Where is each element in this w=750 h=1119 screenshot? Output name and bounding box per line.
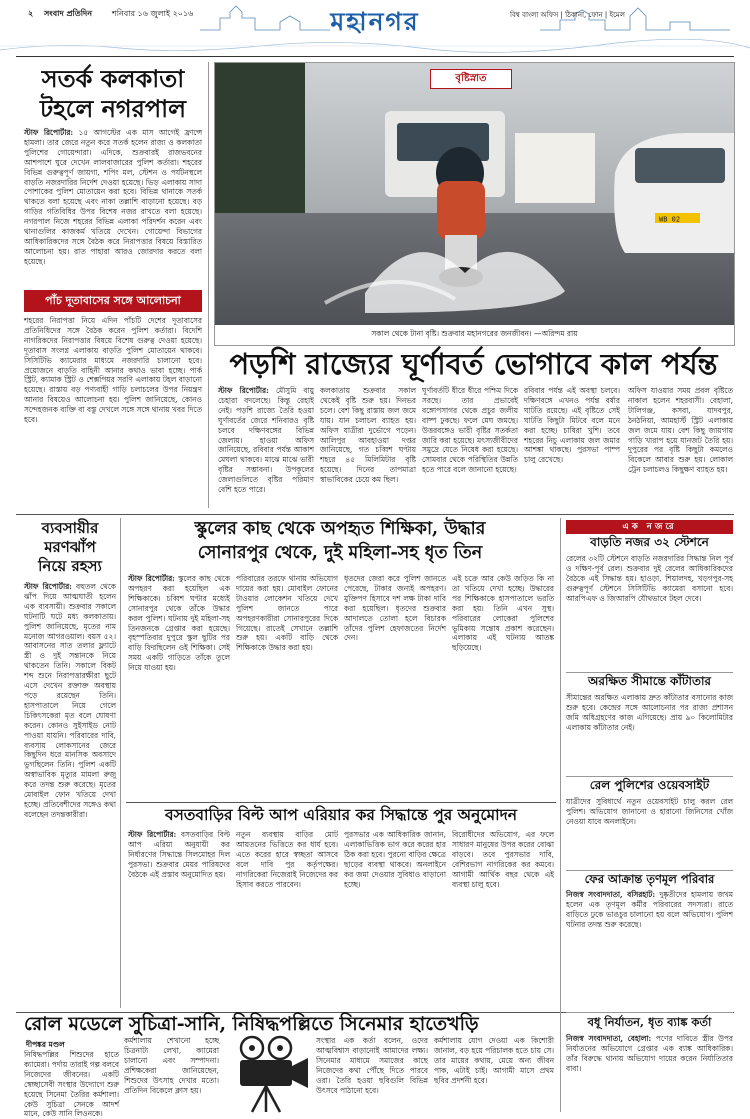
box-rule <box>566 776 733 777</box>
story-text: মৌসুমি বায়ু চেহারা বদলেছে। কিন্তু রেহাই নেই। পড়শি রাজ্যে তৈরি হওয়া ঘূর্ণাবর্তের জেরে শনিবারও বৃষ্টি চলবে দক্ষিণবঙ্গের বিভিন্ন জেলায়। হাওয়া অফিস জানিয়েছে, রবিবার পর্যন্ত আকাশ মেঘলা থাকবে। মাঝে মাঝে ভারী বৃষ্টির সম্ভাবনা। উপকূলের জেলাগুলিতে বৃষ্টির পরিমাণ বেশি হতে পারে। <box>218 386 314 495</box>
masthead-sketch-band <box>0 36 750 52</box>
section-rule <box>126 802 556 803</box>
tax-col-3: পুরসভার এক আধিকারিক জানান, এলাকাভিত্তিক ভাগ করে করের হার ঠিক করা হবে। পুরনো বাড়ির ক্ষেত্রে ছাড়ের ব্যবস্থা থাকবে। অনলাইনে কর জমা দেওয়ার সুবিধাও বাড়ানো হচ্ছে। <box>344 830 446 889</box>
border-fence-headline: অরক্ষিত সীমান্তে কাঁটাতার <box>587 674 712 688</box>
kidnap-headline-2: সোনারপুর থেকে, দুই মহিলা-সহ ধৃত তিন <box>197 543 483 563</box>
bank-official-headline: বধূ নির্যাতন, ধৃত ব্যাঙ্ক কর্তা <box>587 1015 712 1029</box>
plate-text: WB 02 <box>659 215 681 224</box>
section-title-box <box>323 6 427 38</box>
caption-text: সকাল থেকে টানা বৃষ্টি। শুক্রবার মহানগরের জনজীবন। <box>371 329 532 338</box>
cyclone-headline: পড়শি রাজ্যের ঘূর্ণাবর্ত ভোগাবে কাল পর্যন্ত <box>229 347 718 381</box>
section-rule <box>16 514 734 515</box>
story-text: বহুতল থেকে ঝাঁপ দিয়ে আত্মঘাতী হলেন এক ব্যবসায়ী। শুক্রবার সকালে ঘটনাটি ঘটে মধ্য কলকাতায়। পুলিশ জানিয়েছে, মৃতের নাম মনোজ আগরওয়াল। বয়স ৫২। আবাসনের সাত তলার ফ্ল্যাটে স্ত্রী ও দুই সন্তানকে নিয়ে থাকতেন তিনি। সকালে বিকট শব্দ শুনে নিরাপত্তারক্ষীরা ছুটে এসে দেখেন রক্তাক্ত অবস্থায় পড়ে রয়েছেন তিনি। হাসপাতালে নিয়ে গেলে চিকিৎসকেরা মৃত বলে ঘোষণা করেন। কোনও সুইসাইড নোট পাওয়া যায়নি। পরিবারের দাবি, ব্যবসায় লোকসানের জেরে কিছুদিন ধরে মানসিক অবসাদে ভুগছিলেন তিনি। পুলিশ একটি অস্বাভাবিক মৃত্যুর মামলা রুজু করে তদন্ত শুরু করেছে। মৃতের মোবাইল ফোন খতিয়ে দেখা হচ্ছে। প্রতিবেশীদের সঙ্গেও কথা বলেছেন তদন্তকারীরা। <box>24 582 116 819</box>
cinema-col-2: কর্মশালায় শেখানো হচ্ছে চিত্রনাট্য লেখা, ক্যামেরা চালানো এবং সম্পাদনা। প্রশিক্ষকেরা জানিয়েছেন, শিশুদের উৎসাহ দেখার মতো। প্রতিদিন বিকেলে ক্লাস হয়। <box>124 1036 219 1095</box>
byline: স্টাফ রিপোর্টার: <box>128 830 177 839</box>
story-text: বসতবাড়ির বিল্ট আপ এরিয়া অনুযায়ী কর নির্ধারণের সিদ্ধান্তে সিলমোহর দিল পুরসভা। শুক্রবার মেয়র পারিষদের বৈঠকে এই প্রস্তাব অনুমোদিত হয়। <box>128 830 230 879</box>
tax-col-2: নতুন ব্যবস্থায় বাড়ির মোট আয়তনের ভিত্তিতে কর ধার্য হবে। এতে করের হারে স্বচ্ছতা আসবে বলে দাবি পুর কর্তৃপক্ষের। নাগরিকেরা নিজেরাই নিজেদের কর হিসাব করতে পারবেন। <box>236 830 338 889</box>
box-rule <box>566 1012 733 1013</box>
rail-stations-body: রেলের ৩২টি স্টেশনে বাড়তি নজরদারির সিদ্ধান্ত নিল পূর্ব ও দক্ষিণ-পূর্ব রেল। শুক্রবার দুই রেলের আধিকারিকদের বৈঠকে এই সিদ্ধান্ত হয়। হাওড়া, শিয়ালদহ, খড়গপুর-সহ গুরুত্বপূর্ণ স্টেশনে সিসিটিভি ক্যামেরা বসানো হবে। আরপিএফ ও জিআরপি যৌথভাবে টহল দেবে। <box>566 554 733 603</box>
cyclone-col-2: কলকাতায় শুক্রবার সকাল থেকেই বৃষ্টি শুরু হয়। দিনভর চলে। বেশ কিছু রাস্তায় জল জমে যায়। যান চলাচল ব্যাহত হয়। অফিস যাত্রীরা দুর্ভোগে পড়েন। আলিপুর আবহাওয়া দপ্তর জানিয়েছে, গত চব্বিশ ঘণ্টায় শহরে ৪৫ মিলিমিটার বৃষ্টি হয়েছে। দিনের তাপমাত্রা স্বাভাবিকের চেয়ে কম ছিল। <box>320 386 416 485</box>
ek-najare-bar <box>566 520 733 534</box>
byline: স্টাফ রিপোর্টার: <box>128 574 175 583</box>
rain-street-photo <box>215 63 734 325</box>
story-text: দুষ্কৃতীদের হামলায় জখম হলেন এক তৃণমূল কর্মীর পরিবারের সদস্যরা। রাতে বাড়িতে ঢুকে ভাঙচুর চালানো হয় বলে অভিযোগ। পুলিশ ঘটনার তদন্ত শুরু করেছে। <box>566 890 733 929</box>
photo-caption <box>215 329 734 341</box>
embassy-subhead: পাঁচ দূতাবাসের সঙ্গে আলোচনা <box>24 290 202 312</box>
rain-side-column: অফিস যাওয়ার সময় প্রবল বৃষ্টিতে নাকাল হলেন শহরবাসী। বেহালা, টালিগঞ্জ, কসবা, যাদবপুর, ঠনঠনিয়া, আমহার্স্ট স্ট্রিট এলাকায় জল জমে যায়। বেশ কিছু জায়গায় গাড়ি খারাপ হয়ে যানজট তৈরি হয়। দুপুরের পর বৃষ্টি কিছুটা কমলেও বিকেলে আবার শুরু হয়। লোকাল ট্রেন চলাচলও কিছুক্ষণ ব্যাহত হয়। <box>628 386 733 475</box>
lead-left-body <box>24 128 202 288</box>
byline: নিজস্ব সংবাদদাতা, বেহালা: <box>566 1034 652 1043</box>
film-camera-illustration <box>222 1034 312 1112</box>
tax-col-4: বিরোধীদের অভিযোগ, এর ফলে সাধারণ মানুষের উপর করের বোঝা বাড়বে। তবে পুরসভার দাবি, বেশিরভাগ নাগরিকের কর কমবে। আগামী আর্থিক বছর থেকে এই ব্যবস্থা চালু হবে। <box>452 830 554 889</box>
masthead-right-text: বিশ্ব বাংলা অফিস | ঠিকানা, ফোন | ইমেল <box>510 11 626 19</box>
photo-tag: বৃষ্টিস্নাত <box>430 69 512 89</box>
page-number: ২ <box>28 9 34 18</box>
kidnap-headline-1: স্কুলের কাছ থেকে অপহৃত শিক্ষিকা, উদ্ধার <box>194 519 486 539</box>
tax-col-1 <box>128 830 230 1006</box>
cinema-col-1: নিষিদ্ধপল্লির শিশুদের হাতে ক্যামেরা। পর্দায় তারাই গল্প বলবে নিজেদের জীবনের। একটি স্বেচ্ছাসেবী সংস্থার উদ্যোগে শুরু হয়েছে সিনেমা তৈরির কর্মশালা। কেউ সুচিত্রা সেনকে আদর্শ মানে, কেউ সানি লিওনকে। <box>24 1050 119 1119</box>
section-title: মহানগর <box>330 7 420 36</box>
box-rule <box>566 870 733 871</box>
tmc-attack-body <box>566 890 733 958</box>
businessman-headline-3: নিয়ে রহস্য <box>38 557 102 575</box>
story-text: স্কুলের কাছ থেকে অপহরণ করা হয়েছিল এক শিক্ষিকাকে। চব্বিশ ঘণ্টার মধ্যেই সোনারপুর থেকে তাঁকে উদ্ধার করল পুলিশ। ঘটনায় দুই মহিলা-সহ তিনজনকে গ্রেপ্তার করা হয়েছে। বৃহস্পতিবার দুপুরে স্কুল ছুটির পর বাড়ি ফিরছিলেন ওই শিক্ষিকা। সেই সময় একটি গাড়িতে তাঁকে তুলে নিয়ে যাওয়া হয়। <box>128 574 230 673</box>
embassy-body: শহরের নিরাপত্তা নিয়ে এদিন পাঁচটি দেশের দূতাবাসের প্রতিনিধিদের সঙ্গে বৈঠক করেন পুলিশ কর্তারা। বিদেশি নাগরিকদের নিরাপত্তার বিষয়ে বিশেষ গুরুত্ব দেওয়া হয়েছে। দূতাবাস সংলগ্ন এলাকায় বাড়তি পুলিশ মোতায়েন থাকবে। সিসিটিভি ক্যামেরার মাধ্যমে নজরদারি চালানো হবে। প্রয়োজনে বাড়তি বাহিনী আনার কথাও ভাবা হচ্ছে। পার্ক স্ট্রিট, ক্যামাক স্ট্রিট ও শেক্সপিয়র সরণি এলাকায় টহল বাড়ানো হয়েছে। রাস্তায় বড় পণ্যবাহী গাড়ি চলাচলের উপর নিয়ন্ত্রণ আনার বিষয়েও আলোচনা হয়। পুলিশ জানিয়েছে, কোনও সন্দেহজনক ব্যক্তি বা বস্তু দেখলে সঙ্গে সঙ্গে থানায় খবর দিতে হবে। <box>24 316 202 425</box>
lead-left-headline-1: সতর্ক কলকাতা <box>41 64 185 93</box>
bank-official-body <box>566 1034 733 1112</box>
column-rule <box>560 870 561 1112</box>
story-text: ১৫ আগস্টের এক মাস আগেই ফ্রান্সে হামলা। তার জেরে নতুন করে সতর্ক হলেন রাজ্য ও কলকাতা পুলিশের গোয়েন্দারা। এদিকে, শুক্রবারই রাজভবনের আশপাশে ঘুরে দেখেন লালবাজারের পুলিশ কর্তারা। শহরের বিভিন্ন গুরুত্বপূর্ণ জায়গা, শপিং মল, স্টেশন ও পর্যটনস্থলে বাড়তি নজরদারির নির্দেশ দেওয়া হয়েছে। ভিড় এলাকায় সাদা পোশাকের পুলিশ মোতায়েন করা হবে। বিভিন্ন থানাকে সতর্ক থাকতে বলা হয়েছে এবং নাকা তল্লাশি বাড়ানো হয়েছে। বড় গাড়ির গতিবিধির উপর বিশেষ নজর রাখতে বলা হয়েছে। নগরপাল নিজে শহরের বিভিন্ন এলাকা পরিদর্শন করেন এবং থানাগুলির কাজকর্ম খতিয়ে দেখেন। গোয়েন্দা বিভাগের আধিকারিকদের সঙ্গে বৈঠক করে নিরাপত্তার বিষয়ে বিস্তারিত আলোচনা হয়। রাত পাহারা আরও জোরদার করতে বলা হয়েছে। <box>24 128 203 266</box>
kidnap-col-1 <box>128 574 230 798</box>
cyclone-col-1 <box>218 386 314 512</box>
businessman-headline-2: মরণঝাঁপ <box>44 538 96 556</box>
box-rule <box>566 672 733 673</box>
byline: স্টাফ রিপোর্টার: <box>24 582 72 591</box>
cinema-col-3: সংস্থার এক কর্তা বলেন, ওদের আত্মবিশ্বাস বাড়ানোই আমাদের লক্ষ্য। সিনেমার মাধ্যমে সমাজের কাছে নিজেদের কথা পৌঁছে দিতে পারবে ওরা। তৈরি হওয়া ছবিগুলি বিভিন্ন উৎসবে পাঠানো হবে। <box>316 1036 428 1095</box>
kidnap-col-4: এই চক্রে আর কেউ জড়িত কি না তা খতিয়ে দেখা হচ্ছে। উদ্ধারের পর শিক্ষিকাকে হাসপাতালে ভরতি করা হয়। তিনি এখন সুস্থ। পরিবারের লোকেরা পুলিশের ভূমিকায় সন্তোষ প্রকাশ করেছেন। এলাকায় এই ঘটনায় আতঙ্ক ছড়িয়েছে। <box>452 574 554 653</box>
ek-najare-label: এক নজরে <box>622 522 677 532</box>
photo-feature <box>214 62 735 346</box>
cyclone-col-4: রবিবার পর্যন্ত এই অবস্থা চলবে। দক্ষিণবঙ্গে এখনও পর্যন্ত বর্ষার ঘাটতি রয়েছে। এই বৃষ্টিতে সেই ঘাটতি কিছুটা মিটবে বলে মনে করা হচ্ছে। চাষিরা খুশি। তবে শহরের নিচু এলাকায় জল জমার আশঙ্কা থাকছে। পুরসভা পাম্প চালু রেখেছে। <box>524 386 620 465</box>
cinema-byline: দীপঙ্কর মণ্ডল <box>26 1040 65 1049</box>
byline: নিজস্ব সংবাদদাতা, বসিরহাট: <box>566 890 656 899</box>
cyclone-col-3: ঘূর্ণাবর্তটি ধীরে ধীরে পশ্চিম দিকে সরছে। তার প্রভাবেই বঙ্গোপসাগর থেকে প্রচুর জলীয় বাষ্প ঢুকছে। ফলে মেঘ জমছে। উত্তরবঙ্গেও ভারী বৃষ্টির সতর্কতা জারি করা হয়েছে। মৎস্যজীবীদের সমুদ্রে যেতে নিষেধ করা হয়েছে। সোমবার থেকে পরিস্থিতির উন্নতি হতে পারে বলে জানানো হয়েছে। <box>422 386 518 475</box>
masthead-rule <box>16 56 734 57</box>
byline: স্টাফ রিপোর্টার: <box>24 128 74 137</box>
cinema-col-4: কর্মশালায় যোগ দেওয়া এক কিশোরী জানাল, বড় হয়ে পরিচালক হতে চায় সে। তার মায়ের কথায়, মেয়ে অন্য জীবন পাক, এটাই চাই। আগামী মাসে প্রথম ছবির প্রদর্শনী হবে। <box>434 1036 554 1085</box>
cinema-headline: রোল মডেলে সুচিত্রা-সানি, নিষিদ্ধপল্লিতে সিনেমার হাতেখড়ি <box>24 1013 479 1035</box>
masthead-date: শনিবার ১৬ জুলাই ২০১৬ <box>112 9 194 18</box>
businessman-headline-1: ব্যবসায়ীর <box>41 519 99 537</box>
border-fence-body: সীমান্তের অরক্ষিত এলাকায় দ্রুত কাঁটাতার বসানোর কাজ শুরু হবে। কেন্দ্রের সঙ্গে আলোচনার পর রাজ্য প্রশাসন জমি অধিগ্রহণের কাজ এগিয়েছে। প্রায় ৯০ কিলোমিটার এলাকায় কাঁটাতার নেই। <box>566 693 733 732</box>
byline: স্টাফ রিপোর্টার: <box>218 386 269 395</box>
paper-name: সংবাদ প্রতিদিন <box>44 9 93 18</box>
kidnap-col-2: পরিবারের তরফে থানায় অভিযোগ দায়ের করা হয়। মোবাইল ফোনের টাওয়ার লোকেশন খতিয়ে দেখে পুলিশ জানতে পারে অপহরণকারীরা সোনারপুরের দিকে গিয়েছে। রাতেই সেখানে তল্লাশি শুরু হয়। একটি বাড়ি থেকে শিক্ষিকাকে উদ্ধার করা হয়। <box>236 574 338 653</box>
rail-website-headline: রেল পুলিশের ওয়েবসাইট <box>589 778 710 792</box>
tmc-attack-headline: ফের আক্রান্ত তৃণমূল পরিবার <box>584 872 715 886</box>
kidnap-col-3: ধৃতদের জেরা করে পুলিশ জানতে পেরেছে, টাকার জন্যই অপহরণ। মুক্তিপণ হিসাবে দশ লক্ষ টাকা দাবি করা হয়েছিল। ধৃতদের শুক্রবার আদালতে তোলা হলে বিচারক তাঁদের পুলিশ হেফাজতের নির্দেশ দেন। <box>344 574 446 643</box>
story-text: পণের দাবিতে স্ত্রীর উপর নির্যাতনের অভিযোগে গ্রেপ্তার এক ব্যাঙ্ক আধিকারিক। তাঁর বিরুদ্ধে থানায় অভিযোগ দায়ের করেন নির্যাতিতার বাবা। <box>566 1034 733 1073</box>
photo-credit: —অরিন্দম রায় <box>534 329 578 338</box>
lead-left-headline-2: টহলে নগরপাল <box>40 94 186 123</box>
column-rule <box>208 62 209 508</box>
column-rule <box>120 518 121 1008</box>
businessman-body <box>24 582 116 1006</box>
rail-stations-headline: বাড়তি নজর ৩২ স্টেশনে <box>590 535 709 549</box>
rail-website-body: যাত্রীদের সুবিধার্থে নতুন ওয়েবসাইট চালু করল রেল পুলিশ। অভিযোগ জানানো ও হারানো জিনিসের খোঁজ নেওয়া যাবে অনলাইনে। <box>566 797 733 826</box>
masthead <box>0 0 750 62</box>
tax-headline: বসতবাড়ির বিল্ট আপ এরিয়ার কর সিদ্ধান্তে পুর অনুমোদন <box>164 805 518 824</box>
